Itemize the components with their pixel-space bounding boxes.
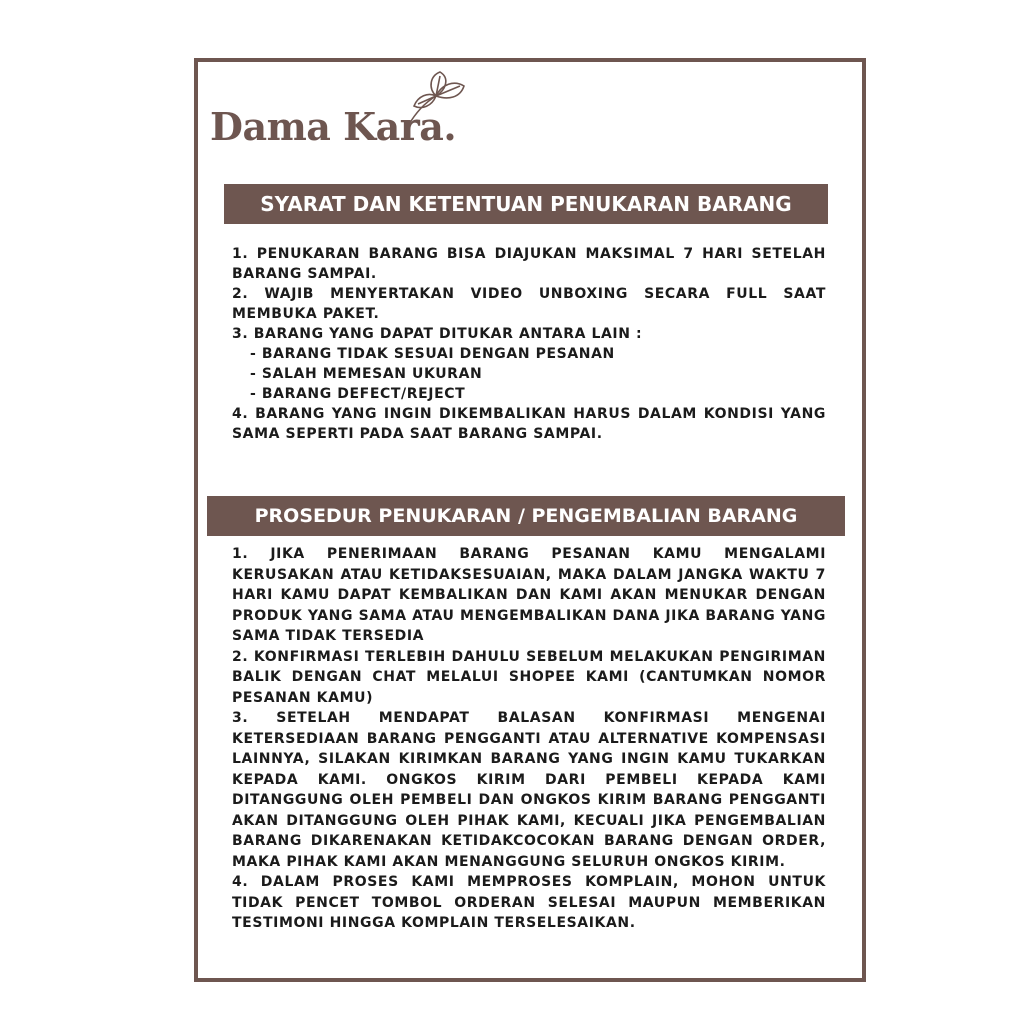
brand-logo: Dama Kara. (210, 104, 457, 149)
list-subitem: - BARANG DEFECT/REJECT (250, 386, 466, 402)
procedure-list (232, 544, 826, 934)
list-item: 1. JIKA PENERIMAAN BARANG PESANAN KAMU MENGALAMI KERUSAKAN ATAU KETIDAKSESUAIAN, MAKA DALAM JANGKA WAKTU 7 HARI KAMU DAPAT KEMBALIKAN DAN KAMI AKAN MENUKAR DENGAN PRODUK YANG SAMA ATAU MENGEMBALIKAN DANA JIKA BARANG YANG SAMA TIDAK TERSEDIA (232, 546, 826, 644)
list-subitem: - BARANG TIDAK SESUAI DENGAN PESANAN (250, 346, 615, 362)
list-item: 1. PENUKARAN BARANG BISA DIAJUKAN MAKSIMAL 7 HARI SETELAH BARANG SAMPAI. (232, 246, 826, 282)
terms-list (232, 244, 826, 444)
section-title-terms: SYARAT DAN KETENTUAN PENUKARAN BARANG (224, 184, 828, 224)
list-item: 4. BARANG YANG INGIN DIKEMBALIKAN HARUS DALAM KONDISI YANG SAMA SEPERTI PADA SAAT BARANG SAMPAI. (232, 406, 826, 442)
list-item: 3. SETELAH MENDAPAT BALASAN KONFIRMASI MENGENAI KETERSEDIAAN BARANG PENGGANTI ATAU ALTERNATIVE KOMPENSASI LAINNYA, SILAKAN KIRIMKAN BARANG YANG INGIN KAMU TUKARKAN KEPADA KAMI. ONGKOS KIRIM DARI PEMBELI KEPADA KAMI DITANGGUNG OLEH PEMBELI DAN ONGKOS KIRIM BARANG PENGGANTI AKAN DITANGGUNG OLEH PIHAK KAMI, KECUALI JIKA PENGEMBALIAN BARANG DIKARENAKAN KETIDAKCOCOKAN BARANG DENGAN ORDER, MAKA PIHAK KAMI AKAN MENANGGUNG SELURUH ONGKOS KIRIM. (232, 710, 826, 870)
list-item: 2. WAJIB MENYERTAKAN VIDEO UNBOXING SECARA FULL SAAT MEMBUKA PAKET. (232, 286, 826, 322)
list-subitem: - SALAH MEMESAN UKURAN (250, 366, 483, 382)
list-item: 2. KONFIRMASI TERLEBIH DAHULU SEBELUM MELAKUKAN PENGIRIMAN BALIK DENGAN CHAT MELALUI SHOPEE KAMI (CANTUMKAN NOMOR PESANAN KAMU) (232, 648, 826, 706)
section-title-procedure: PROSEDUR PENUKARAN / PENGEMBALIAN BARANG (207, 496, 845, 536)
list-item: 4. DALAM PROSES KAMI MEMPROSES KOMPLAIN, MOHON UNTUK TIDAK PENCET TOMBOL ORDERAN SELESAI MAUPUN MEMBERIKAN TESTIMONI HINGGA KOMPLAIN TERSELESAIKAN. (232, 874, 826, 931)
list-item: 3. BARANG YANG DAPAT DITUKAR ANTARA LAIN : (232, 326, 643, 342)
